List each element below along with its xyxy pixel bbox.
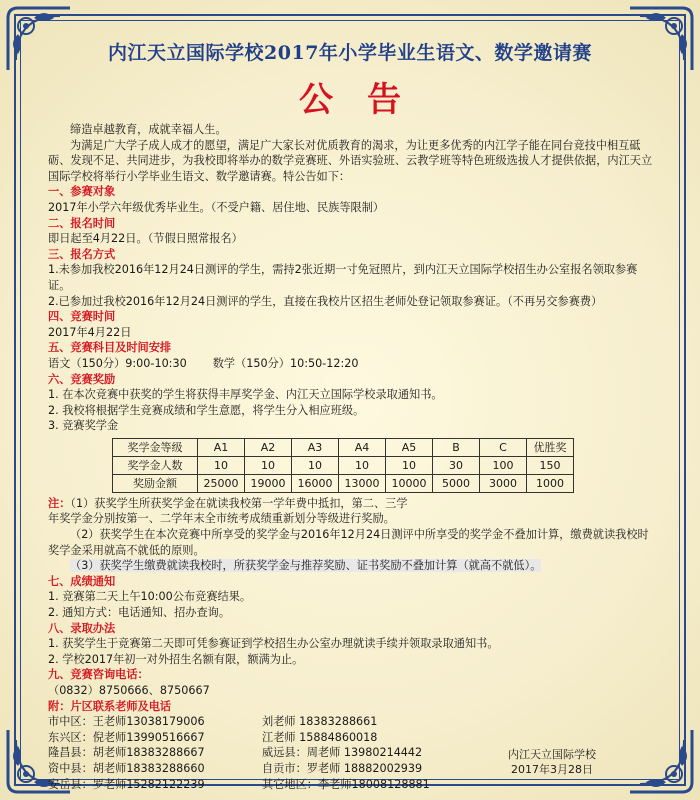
- results-item: 1. 竞赛第二天上午10:00公布竞赛结果。: [48, 590, 252, 604]
- table-cell: 10: [339, 456, 386, 474]
- schedule-line: [48, 356, 658, 372]
- contact-entry: 刘老师 18383288661: [262, 715, 378, 729]
- hotline-phone: （0832）8750666、8750667: [48, 684, 210, 697]
- section-participants-title: 一、参赛对象: [48, 185, 116, 199]
- table-cell: A5: [386, 438, 433, 456]
- table-cell: 优胜奖: [527, 438, 574, 456]
- section-registration-method-title: 三、报名方式: [48, 247, 116, 261]
- table-cell: 19000: [245, 474, 292, 492]
- results-item: 2. 通知方式：电话通知、招办查询。: [48, 606, 231, 620]
- note-2: （2）获奖学生在本次竞赛中所享受的奖学金与2016年12月24日测评中所享受的奖学金不叠加计算，缴费就读我校时奖学金采用就高不就低的原则。: [48, 528, 649, 557]
- table-cell: A2: [245, 438, 292, 456]
- contact-entry: 安岳县：罗老师15282122239: [48, 777, 205, 791]
- table-cell: 16000: [292, 474, 339, 492]
- note-3-text: （3）获奖学生缴费就读我校时，所获奖学金与推荐奖励、证书奖励不叠加计算（就高不就低）。: [70, 559, 542, 573]
- awards-item: 1. 在本次竞赛中获奖的学生将获得丰厚奖学金、内江天立国际学校录取通知书。: [48, 388, 443, 402]
- note-label: 注：: [48, 496, 71, 510]
- table-cell: 10: [292, 456, 339, 474]
- table-cell: 100: [480, 456, 527, 474]
- note-3: [48, 558, 658, 574]
- list-item: [48, 730, 658, 746]
- admission-item: 2. 学校2017年初一对外招生名额有限，额满为止。: [48, 652, 304, 666]
- contact-entry: 江老师 15884860018: [262, 730, 378, 744]
- table-cell: 3000: [480, 474, 527, 492]
- schedule-math: 数学（150分）10:50-12:20: [212, 356, 359, 370]
- table-cell: 10: [198, 456, 245, 474]
- table-row: [113, 474, 574, 492]
- table-header-row: [113, 438, 574, 456]
- intro-paragraph: 为满足广大学子成人成才的愿望，满足广大家长对优质教育的渴求，为让更多优秀的内江学子能在同台竞技中相互砥砺、发现不足、共同进步，为我校即将举办的数学竞赛班、外语实验班、云教学班等特色班级选拔人才提供依据，内江天立国际学校将举行小学毕业生语文、数学邀请赛。特公告如下：: [48, 138, 653, 183]
- note-1: [48, 496, 658, 512]
- notice-body: [48, 122, 658, 792]
- signature: 内江天立国际学校: [508, 748, 596, 761]
- registration-method-item: 2.已参加过我校2016年12月24日测评的学生，直接在我校片区招生老师处登记领取参赛证。（不再另交参赛费）: [48, 294, 603, 308]
- section-registration-time-title: 二、报名时间: [48, 216, 116, 230]
- slogan: 缔造卓越教育，成就幸福人生。: [70, 123, 227, 136]
- table-cell: A4: [339, 438, 386, 456]
- registration-method-item: 1.未参加我校2016年12月24日测评的学生，需持2张近期一寸免冠照片，到内江天立国际学校招生办公室报名领取参赛证。: [48, 263, 638, 292]
- section-participants-text: 2017年小学六年级优秀毕业生。（不受户籍、居住地、民族等限制）: [48, 200, 385, 214]
- appendix-title: 附：片区联系老师及电话: [48, 699, 172, 713]
- schedule-chinese: 语文（150分）9:00-10:30: [48, 356, 187, 370]
- contact-entry: 隆昌县：胡老师18383288667: [48, 746, 205, 760]
- table-cell: A1: [198, 438, 245, 456]
- section-competition-time-text: 2017年4月22日: [48, 325, 132, 339]
- table-cell: A3: [292, 438, 339, 456]
- section-admission-title: 八、录取办法: [48, 621, 116, 635]
- table-cell: 奖学金人数: [113, 456, 198, 474]
- table-cell: 150: [527, 456, 574, 474]
- contact-entry: 威远县：周老师 13980214442: [262, 746, 423, 760]
- awards-item: 2. 我校将根据学生竞赛成绩和学生意愿，将学生分入相应班级。: [48, 403, 365, 417]
- section-hotline-title: 九、竞赛咨询电话：: [48, 668, 149, 682]
- list-item: [48, 777, 658, 793]
- section-awards-title: 六、竞赛奖励: [48, 372, 116, 386]
- section-competition-time-title: 四、竞赛时间: [48, 310, 116, 324]
- table-cell: 5000: [433, 474, 480, 492]
- admission-item: 1. 获奖学生于竞赛第二天即可凭参赛证到学校招生办公室办理就读手续并领取录取通知书。: [48, 637, 499, 651]
- contact-entry: 自贡市：罗老师 18882002939: [262, 761, 423, 775]
- contact-entry: 东兴区：倪老师13990516667: [48, 730, 205, 744]
- table-cell: 25000: [198, 474, 245, 492]
- table-cell: 30: [433, 456, 480, 474]
- note-1-line-b: 年奖学金分别按第一、二学年末全市统考成绩重新划分等级进行奖励。: [48, 512, 395, 526]
- table-cell: C: [480, 438, 527, 456]
- notice-title: 内江天立国际学校2017年小学毕业生语文、数学邀请赛: [108, 42, 592, 64]
- list-item: [48, 714, 658, 730]
- section-results-title: 七、成绩通知: [48, 574, 116, 588]
- table-cell: 10000: [386, 474, 433, 492]
- table-cell: 10: [386, 456, 433, 474]
- issue-date: 2017年3月28日: [511, 763, 593, 776]
- table-cell: 奖励金额: [113, 474, 198, 492]
- awards-item: 3. 竞赛奖学金: [48, 419, 119, 433]
- table-row: [113, 456, 574, 474]
- table-cell: 1000: [527, 474, 574, 492]
- contact-entry: 其它地区：李老师18008128881: [262, 777, 430, 791]
- table-cell: 奖学金等级: [113, 438, 198, 456]
- note-1-line-a: （1）获奖学生所获奖学金在就读我校第一学年费中抵扣，第二、三学: [70, 496, 408, 510]
- contact-entry: 资中县：胡老师18383288660: [48, 761, 205, 775]
- section-schedule-title: 五、竞赛科目及时间安排: [48, 341, 172, 355]
- signature-block: [472, 747, 632, 777]
- table-cell: B: [433, 438, 480, 456]
- table-cell: 10: [245, 456, 292, 474]
- table-cell: 13000: [339, 474, 386, 492]
- scholarship-table: [112, 438, 574, 493]
- section-registration-time-text: 即日起至4月22日。（节假日照常报名）: [48, 232, 243, 246]
- contact-entry: 市中区：王老师13038179006: [48, 715, 205, 729]
- notice-heading: 公告: [299, 80, 435, 120]
